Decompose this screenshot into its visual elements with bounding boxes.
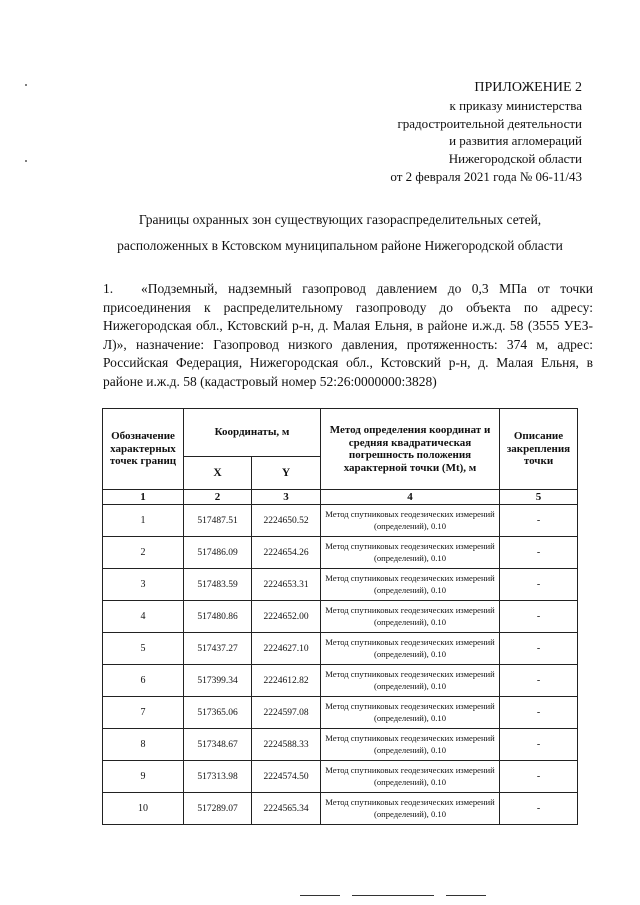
- fixing-cell: -: [500, 537, 578, 569]
- section-text: «Подземный, надземный газопровод давлением до 0,3 МПа от точки присоединения к распределительному газопроводу до объекта по адресу: Нижегородская обл., Кстовский р-н, д. Малая Ельня, в районе и.ж.д. 58 (3555 УЕЗ-Л)», назначение: Газопровод низкого давления, протяженность: 374 м, адрес: Российская Федерация, Нижегородская обл., Кстовский р-н, д. Малая Ельня, в районе и.ж.д. 58 (кадастровый номер 52:26:0000000:3828): [103, 281, 593, 389]
- method-cell: Метод спутниковых геодезических измерений (определений), 0.10: [321, 729, 500, 761]
- y-coordinate-cell: 2224612.82: [252, 665, 321, 697]
- appendix-line: к приказу министерства: [449, 97, 582, 113]
- table-row: [103, 697, 578, 729]
- y-coordinate-cell: 2224654.26: [252, 537, 321, 569]
- y-coordinate-cell: 2224588.33: [252, 729, 321, 761]
- column-number: 3: [252, 490, 321, 505]
- fixing-cell: -: [500, 601, 578, 633]
- header-coordinates: Координаты, м: [184, 409, 321, 457]
- table-row: [103, 793, 578, 825]
- footer-mark: [352, 895, 434, 896]
- header-point-designation: Обозначение характерных точек границ: [103, 409, 184, 490]
- section-paragraph: [103, 280, 593, 391]
- y-coordinate-cell: 2224652.00: [252, 601, 321, 633]
- table-row: [103, 601, 578, 633]
- point-cell: 7: [103, 697, 184, 729]
- column-number: 4: [321, 490, 500, 505]
- fixing-cell: -: [500, 665, 578, 697]
- point-cell: 6: [103, 665, 184, 697]
- appendix-line: и развития агломераций: [449, 133, 582, 149]
- method-cell: Метод спутниковых геодезических измерений (определений), 0.10: [321, 537, 500, 569]
- column-number-row: [103, 490, 578, 505]
- x-coordinate-cell: 517483.59: [184, 569, 252, 601]
- method-cell: Метод спутниковых геодезических измерений (определений), 0.10: [321, 697, 500, 729]
- point-cell: 4: [103, 601, 184, 633]
- point-cell: 3: [103, 569, 184, 601]
- fixing-cell: -: [500, 761, 578, 793]
- boundary-points-table: [102, 408, 578, 825]
- x-coordinate-cell: 517348.67: [184, 729, 252, 761]
- point-cell: 5: [103, 633, 184, 665]
- footer-mark: [300, 895, 340, 896]
- method-cell: Метод спутниковых геодезических измерений (определений), 0.10: [321, 665, 500, 697]
- method-cell: Метод спутниковых геодезических измерений (определений), 0.10: [321, 793, 500, 825]
- x-coordinate-cell: 517399.34: [184, 665, 252, 697]
- fixing-cell: -: [500, 697, 578, 729]
- footer-marks: [300, 895, 500, 898]
- header-fixing: Описание закрепления точки: [500, 409, 578, 490]
- fixing-cell: -: [500, 633, 578, 665]
- scan-speck: [25, 160, 27, 162]
- scan-speck: [25, 84, 27, 86]
- point-cell: 8: [103, 729, 184, 761]
- x-coordinate-cell: 517289.07: [184, 793, 252, 825]
- y-coordinate-cell: 2224597.08: [252, 697, 321, 729]
- point-cell: 2: [103, 537, 184, 569]
- y-coordinate-cell: 2224653.31: [252, 569, 321, 601]
- fixing-cell: -: [500, 505, 578, 537]
- appendix-line: Нижегородской области: [448, 151, 582, 167]
- header-y: Y: [252, 457, 321, 490]
- fixing-cell: -: [500, 729, 578, 761]
- header-method: Метод определения координат и средняя квадратическая погрешность положения характерной точки (Mt), м: [321, 409, 500, 490]
- table-row: [103, 665, 578, 697]
- table-row: [103, 537, 578, 569]
- table-row: [103, 633, 578, 665]
- x-coordinate-cell: 517480.86: [184, 601, 252, 633]
- header-x: X: [184, 457, 252, 490]
- table-body: [103, 505, 578, 825]
- x-coordinate-cell: 517313.98: [184, 761, 252, 793]
- table-header-row: [103, 409, 578, 457]
- column-number: 5: [500, 490, 578, 505]
- method-cell: Метод спутниковых геодезических измерений (определений), 0.10: [321, 505, 500, 537]
- method-cell: Метод спутниковых геодезических измерений (определений), 0.10: [321, 761, 500, 793]
- appendix-order-date: от 2 февраля 2021 года № 06-11/43: [390, 168, 582, 184]
- table-row: [103, 569, 578, 601]
- method-cell: Метод спутниковых геодезических измерений (определений), 0.10: [321, 633, 500, 665]
- point-cell: 10: [103, 793, 184, 825]
- document-title: [90, 207, 590, 259]
- point-cell: 9: [103, 761, 184, 793]
- point-cell: 1: [103, 505, 184, 537]
- fixing-cell: -: [500, 569, 578, 601]
- x-coordinate-cell: 517437.27: [184, 633, 252, 665]
- document-title-line: расположенных в Кстовском муниципальном районе Нижегородской области: [117, 238, 563, 253]
- method-cell: Метод спутниковых геодезических измерений (определений), 0.10: [321, 569, 500, 601]
- x-coordinate-cell: 517486.09: [184, 537, 252, 569]
- table-row: [103, 761, 578, 793]
- y-coordinate-cell: 2224565.34: [252, 793, 321, 825]
- table-row: [103, 729, 578, 761]
- footer-mark: [446, 895, 486, 896]
- document-title-line: Границы охранных зон существующих газораспределительных сетей,: [138, 212, 542, 227]
- fixing-cell: -: [500, 793, 578, 825]
- x-coordinate-cell: 517365.06: [184, 697, 252, 729]
- method-cell: Метод спутниковых геодезических измерений (определений), 0.10: [321, 601, 500, 633]
- y-coordinate-cell: 2224627.10: [252, 633, 321, 665]
- y-coordinate-cell: 2224650.52: [252, 505, 321, 537]
- appendix-title: ПРИЛОЖЕНИЕ 2: [474, 80, 582, 95]
- appendix-line: градостроительной деятельности: [397, 115, 582, 131]
- y-coordinate-cell: 2224574.50: [252, 761, 321, 793]
- table-row: [103, 505, 578, 537]
- x-coordinate-cell: 517487.51: [184, 505, 252, 537]
- appendix-header: [282, 79, 582, 186]
- section-number: 1.: [103, 281, 114, 296]
- column-number: 1: [103, 490, 184, 505]
- column-number: 2: [184, 490, 252, 505]
